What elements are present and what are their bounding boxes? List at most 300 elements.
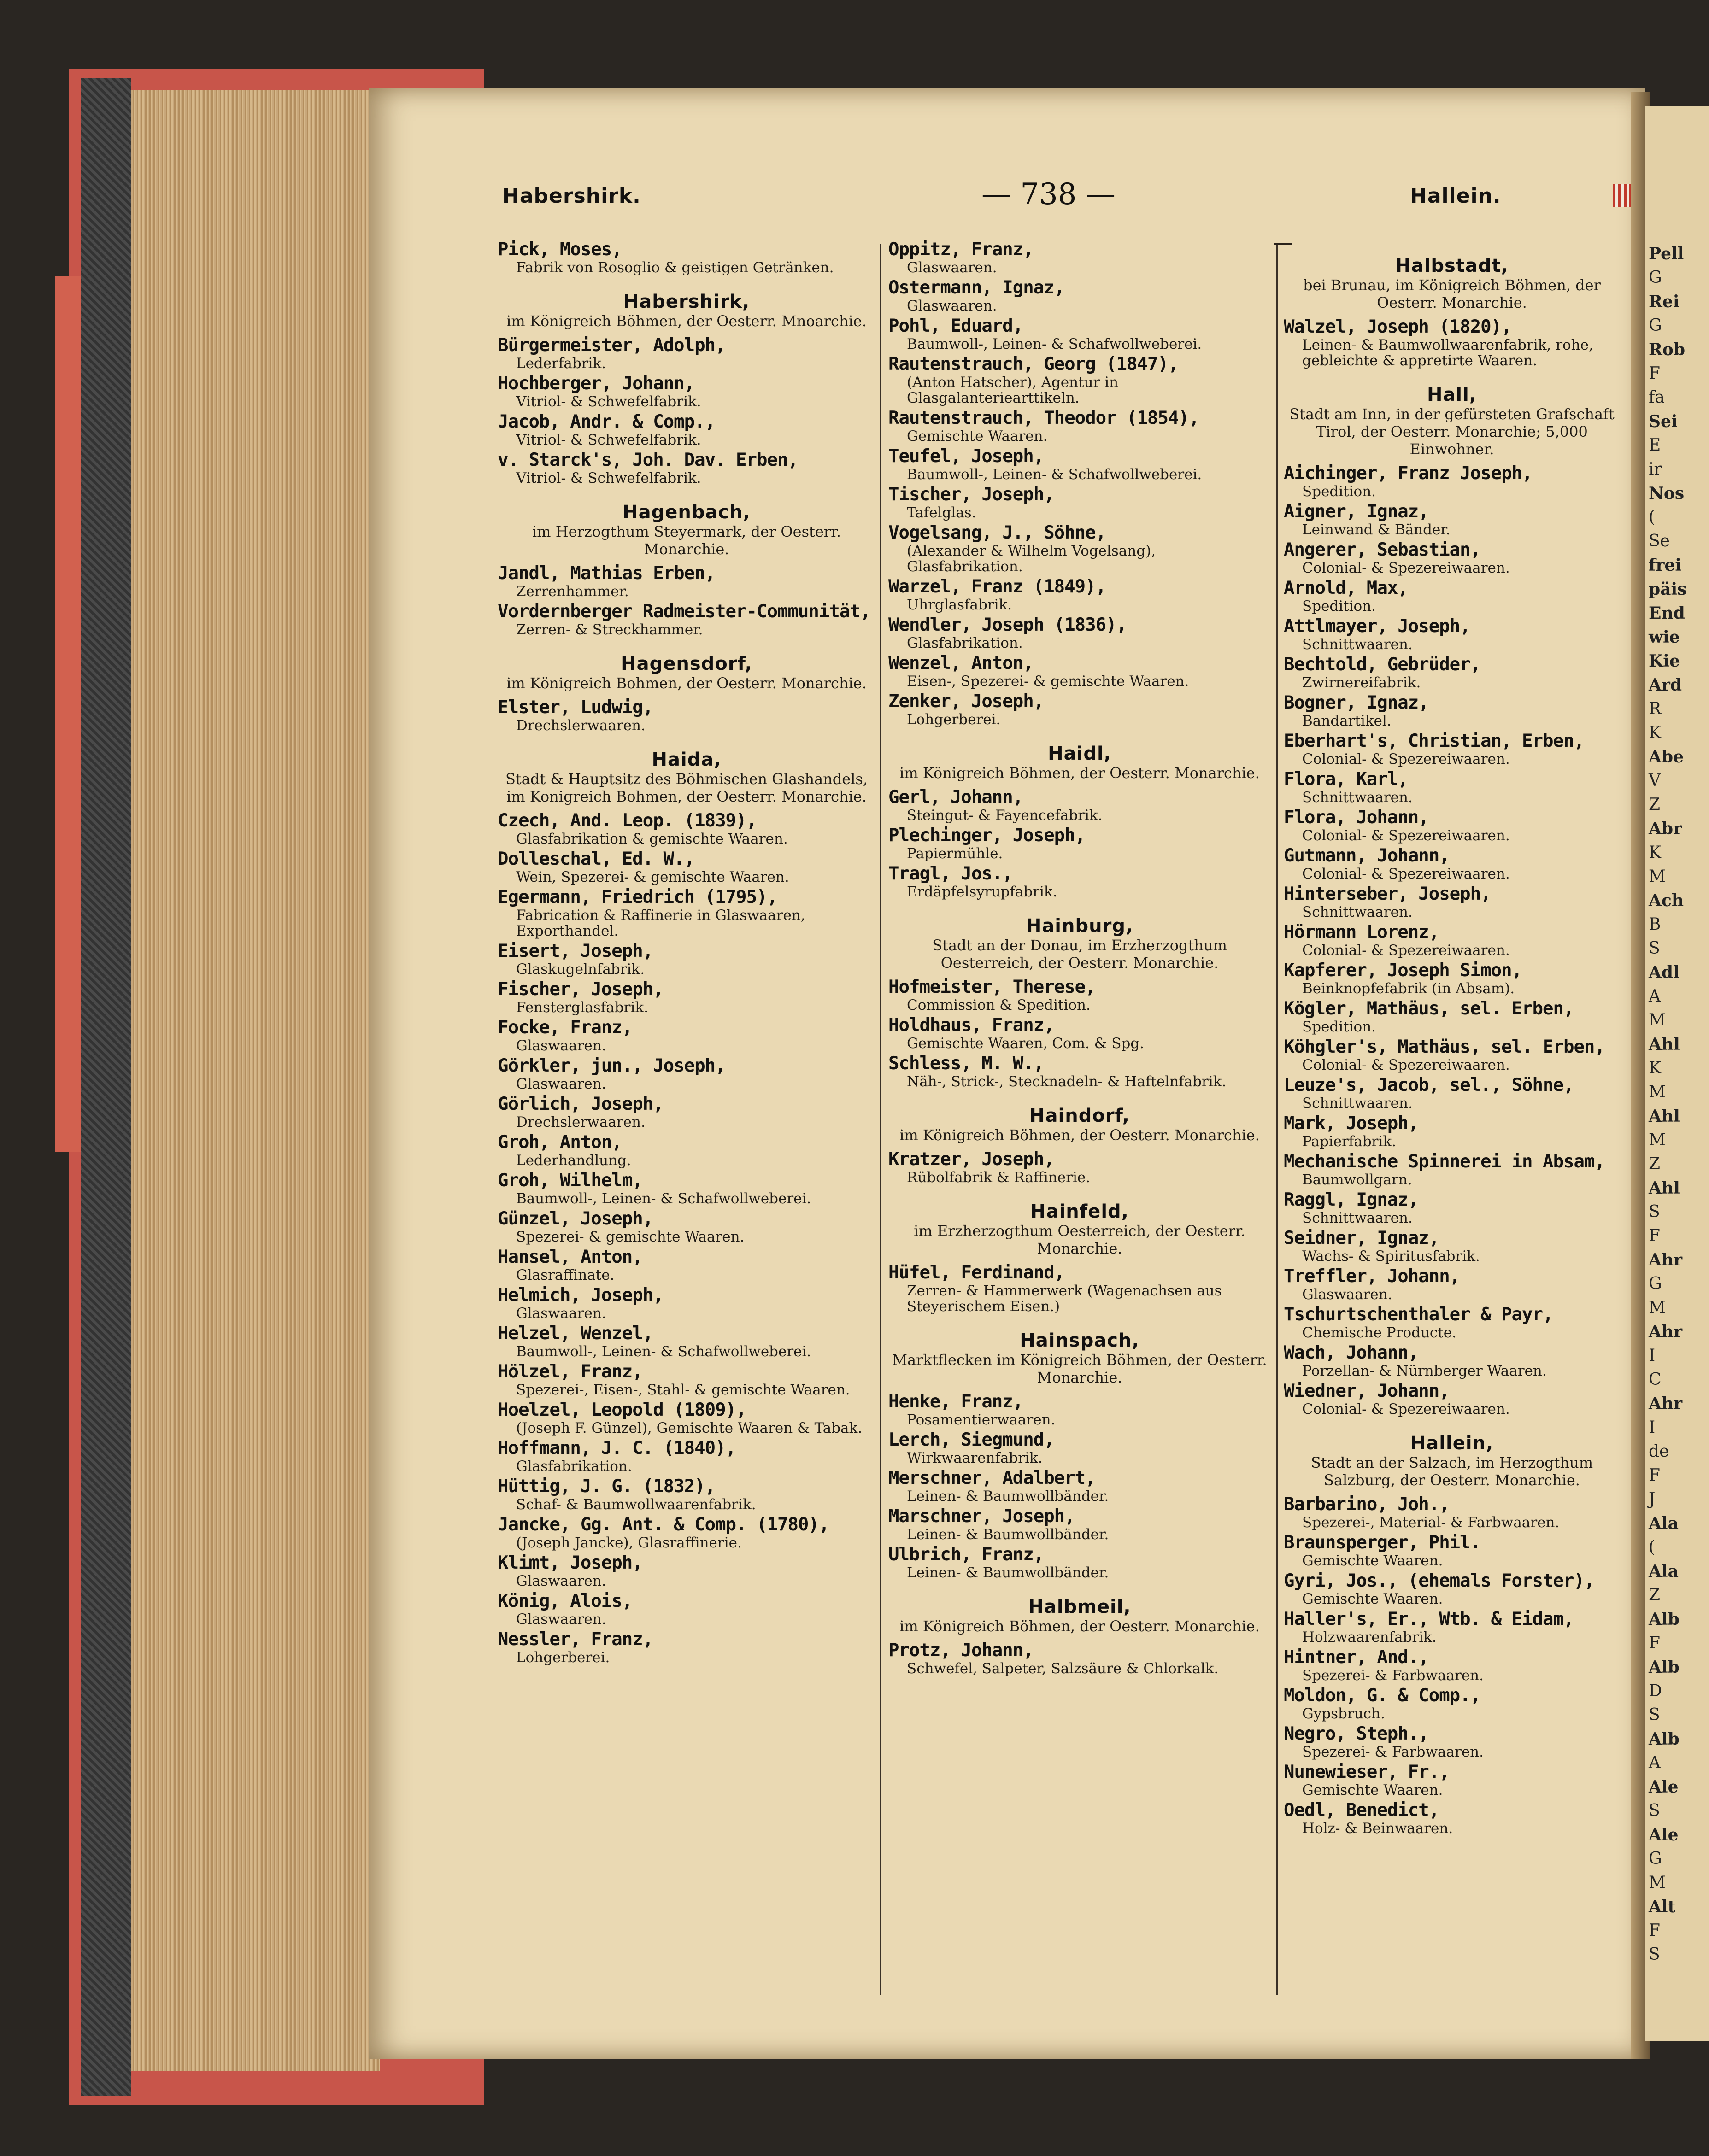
place-name: Haidl, <box>1048 743 1111 764</box>
place-description: im Herzogthum Steyermark, der Oesterr. Monarchie. <box>532 523 841 558</box>
entry-name: Merschner, Adalbert, <box>888 1468 1096 1488</box>
entry-name: v. Starck's, Joh. Dav. Erben, <box>498 450 798 470</box>
directory-entry <box>888 240 1271 275</box>
entry-name: Köhgler's, Mathäus, sel. Erben, <box>1284 1037 1605 1057</box>
directory-entry <box>1284 502 1620 538</box>
entry-name: Schless, M. W., <box>888 1053 1044 1074</box>
directory-entry <box>888 408 1271 444</box>
entry-detail: Lohgerberei. <box>907 711 1001 728</box>
directory-entry <box>498 1362 875 1398</box>
entry-detail: Glaswaaren. <box>516 1611 606 1628</box>
entry-name: Elster, Ludwig, <box>498 697 653 718</box>
directory-entry <box>888 1468 1271 1504</box>
entry-name: Eisert, Joseph, <box>498 941 653 961</box>
entry-name: Vogelsang, J., Söhne, <box>888 522 1106 543</box>
place-description: im Königreich Böhmen, der Oesterr. Mnoarchie. <box>506 312 867 330</box>
entry-detail: Fensterglasfabrik. <box>516 999 648 1016</box>
entry-name: Wendler, Joseph (1836), <box>888 615 1127 635</box>
next-page-fragment: A <box>1649 1753 1661 1772</box>
directory-entry <box>498 1591 875 1627</box>
next-page-fragment: de <box>1649 1442 1669 1461</box>
entry-name: Jandl, Mathias Erben, <box>498 563 716 584</box>
next-page-fragment: End <box>1649 603 1685 623</box>
place-name: Habershirk, <box>623 291 750 312</box>
entry-detail: Glaswaaren. <box>516 1305 606 1322</box>
next-page-fragment: frei <box>1649 556 1682 575</box>
directory-entry <box>498 1285 875 1321</box>
place-description: Stadt am Inn, in der gefürsteten Grafschaft Tirol, der Oesterr. Monarchie; 5,000 Einwohner. <box>1289 405 1615 458</box>
next-page-fragment: F <box>1649 1226 1660 1245</box>
directory-entry <box>888 977 1271 1013</box>
left-running-header: Habershirk. <box>502 184 641 208</box>
entry-name: Jancke, Gg. Ant. & Comp. (1780), <box>498 1514 829 1535</box>
page-number: — 738 — <box>981 177 1116 211</box>
directory-entry <box>498 1553 875 1589</box>
place-name: Halbstadt, <box>1395 255 1509 276</box>
entry-detail: Glasfabrikation. <box>907 635 1023 651</box>
place-section <box>498 502 875 558</box>
right-running-header: Hallein. <box>1410 184 1501 208</box>
entry-detail: Baumwoll-, Leinen- & Schafwollweberei. <box>516 1190 811 1207</box>
next-page-fragment: Ale <box>1649 1777 1679 1797</box>
directory-entry <box>498 1132 875 1168</box>
entry-name: Bechtold, Gebrüder, <box>1284 654 1481 675</box>
directory-entry <box>498 979 875 1015</box>
next-page-fragment: Nos <box>1649 484 1685 503</box>
directory-entry <box>1284 616 1620 652</box>
entry-detail: Glaswaaren. <box>1302 1286 1392 1303</box>
entry-name: Kapferer, Joseph Simon, <box>1284 960 1522 981</box>
entry-name: Groh, Anton, <box>498 1132 622 1153</box>
directory-entry <box>498 412 875 448</box>
entry-name: Plechinger, Joseph, <box>888 825 1086 846</box>
place-section <box>1284 384 1620 458</box>
entry-detail: Leinen- & Baumwollbänder. <box>907 1526 1109 1543</box>
entry-detail: Spezerei-, Eisen-, Stahl- & gemischte Waaren. <box>516 1382 850 1398</box>
entry-name: Warzel, Franz (1849), <box>888 576 1106 597</box>
directory-entry <box>888 787 1271 823</box>
directory-entry <box>888 691 1271 727</box>
next-page-fragment: G <box>1649 316 1662 335</box>
entry-detail: Beinknopfefabrik (in Absam). <box>1302 980 1515 997</box>
entry-detail: Vitriol- & Schwefelfabrik. <box>516 470 701 486</box>
next-page-fragment: Se <box>1649 532 1670 551</box>
entry-name: Rautenstrauch, Georg (1847), <box>888 354 1179 375</box>
next-page-fragment: ( <box>1649 1538 1656 1557</box>
entry-detail: Baumwoll-, Leinen- & Schafwollweberei. <box>907 336 1202 352</box>
directory-entry <box>1284 1724 1620 1760</box>
entry-name: Kratzer, Joseph, <box>888 1149 1054 1170</box>
directory-entry <box>888 1506 1271 1542</box>
entry-name: Zenker, Joseph, <box>888 691 1044 712</box>
entry-detail: Gemischte Waaren. <box>907 428 1048 445</box>
directory-entry <box>1284 1800 1620 1836</box>
entry-detail: Papierfabrik. <box>1302 1133 1397 1150</box>
entry-name: Helzel, Wenzel, <box>498 1323 653 1344</box>
next-page-fragment: Ahr <box>1649 1394 1683 1413</box>
directory-entry <box>1284 999 1620 1035</box>
next-page-fragment: G <box>1649 1274 1662 1293</box>
column-2 <box>888 240 1271 1679</box>
directory-entry <box>498 240 875 275</box>
entry-detail: Glaswaaren. <box>907 298 997 314</box>
next-page-fragment: I <box>1649 1346 1656 1365</box>
place-section <box>498 749 875 805</box>
entry-name: Treffler, Johann, <box>1284 1266 1460 1287</box>
next-page-fragment: Abe <box>1649 747 1684 767</box>
next-page-fragment: K <box>1649 723 1661 742</box>
next-page-fragment: Sei <box>1649 412 1678 431</box>
directory-entry <box>498 1515 875 1551</box>
directory-entry <box>888 864 1271 900</box>
next-page-fragment: Ala <box>1649 1562 1679 1581</box>
next-page-fragment: F <box>1649 1921 1660 1940</box>
entry-name: Moldon, G. & Comp., <box>1284 1685 1481 1706</box>
entry-detail: Fabrication & Raffinerie in Glaswaaren, Exporthandel. <box>516 907 805 939</box>
entry-name: Hüfel, Ferdinand, <box>888 1262 1065 1283</box>
directory-entry <box>1284 1533 1620 1569</box>
entry-detail: (Alexander & Wilhelm Vogelsang), Glasfabrikation. <box>907 543 1156 575</box>
entry-name: Tischer, Joseph, <box>888 484 1054 505</box>
entry-detail: Näh-, Strick-, Stecknadeln- & Haftelnfabrik. <box>907 1073 1227 1090</box>
place-name: Hall, <box>1427 384 1477 405</box>
entry-name: Henke, Franz, <box>888 1391 1023 1412</box>
next-page-fragment: ir <box>1649 460 1662 479</box>
entry-detail: Colonial- & Spezereiwaaren. <box>1302 560 1510 576</box>
directory-entry <box>498 1094 875 1130</box>
entry-detail: Uhrglasfabrik. <box>907 597 1012 613</box>
directory-entry <box>888 278 1271 314</box>
place-section <box>888 743 1271 782</box>
entry-name: Leuze's, Jacob, sel., Söhne, <box>1284 1075 1574 1096</box>
entry-detail: Schnittwaaren. <box>1302 789 1413 806</box>
entry-detail: Posamentierwaaren. <box>907 1412 1056 1428</box>
next-page-fragment: J <box>1649 1490 1656 1509</box>
next-page-fragment: Abr <box>1649 819 1682 838</box>
entry-name: Görlich, Joseph, <box>498 1094 664 1114</box>
entry-detail: Glasraffinate. <box>516 1267 615 1283</box>
next-page-fragment: Ahl <box>1649 1035 1680 1054</box>
next-page-fragment: wie <box>1649 627 1680 647</box>
entry-detail: Baumwoll-, Leinen- & Schafwollweberei. <box>907 466 1202 483</box>
entry-detail: Baumwollgarn. <box>1302 1172 1412 1188</box>
directory-entry <box>1284 693 1620 729</box>
directory-entry <box>888 615 1271 651</box>
place-description: im Königreich Böhmen, der Oesterr. Monarchie. <box>899 1617 1260 1635</box>
entry-detail: Baumwoll-, Leinen- & Schafwollweberei. <box>516 1343 811 1360</box>
entry-name: Holdhaus, Franz, <box>888 1015 1054 1036</box>
next-page-fragment: S <box>1649 1801 1660 1820</box>
entry-name: Nunewieser, Fr., <box>1284 1762 1450 1782</box>
directory-entry <box>888 1640 1271 1676</box>
next-page-fragment: F <box>1649 1634 1660 1652</box>
entry-detail: Lederhandlung. <box>516 1152 631 1169</box>
entry-detail: Schnittwaaren. <box>1302 904 1413 920</box>
directory-entry <box>1284 1228 1620 1264</box>
entry-detail: Vitriol- & Schwefelfabrik. <box>516 432 701 448</box>
entry-name: Pohl, Eduard, <box>888 316 1023 336</box>
entry-name: Tragl, Jos., <box>888 863 1013 884</box>
entry-name: Klimt, Joseph, <box>498 1553 643 1573</box>
entry-detail: Spedition. <box>1302 483 1376 500</box>
directory-entry <box>888 354 1271 406</box>
directory-entry <box>1284 578 1620 614</box>
directory-entry <box>1284 1609 1620 1645</box>
entry-detail: Gemischte Waaren. <box>1302 1553 1443 1569</box>
book-page <box>369 88 1645 2059</box>
directory-entry <box>1284 655 1620 691</box>
entry-detail: Spedition. <box>1302 598 1376 615</box>
entry-detail: Gemischte Waaren. <box>1302 1782 1443 1799</box>
entry-name: Bürgermeister, Adolph, <box>498 335 726 356</box>
place-section <box>1284 1433 1620 1489</box>
directory-entry <box>1284 731 1620 767</box>
entry-detail: Chemische Producte. <box>1302 1324 1456 1341</box>
entry-name: Focke, Franz, <box>498 1017 633 1038</box>
directory-entry <box>1284 540 1620 576</box>
next-page-fragment: I <box>1649 1418 1656 1437</box>
next-page-fragment: Rei <box>1649 292 1680 311</box>
entry-name: Tschurtschenthaler & Payr, <box>1284 1304 1553 1325</box>
place-section <box>888 1330 1271 1386</box>
directory-entry <box>1284 1571 1620 1607</box>
entry-detail: Glaswaaren. <box>516 1573 606 1589</box>
next-page-fragment: F <box>1649 364 1660 383</box>
next-page-fragment: Alt <box>1649 1897 1676 1916</box>
entry-name: Vordernberger Radmeister-Communität, <box>498 601 871 622</box>
entry-detail: Glasfabrikation. <box>516 1458 632 1475</box>
entry-detail: Drechslerwaaren. <box>516 717 646 734</box>
entry-name: Protz, Johann, <box>888 1640 1034 1661</box>
entry-name: Braunsperger, Phil. <box>1284 1532 1481 1553</box>
entry-detail: Gemischte Waaren, Com. & Spg. <box>907 1035 1144 1052</box>
entry-detail: Spezerei- & gemischte Waaren. <box>516 1229 745 1245</box>
directory-entry <box>888 577 1271 613</box>
entry-name: Hintner, And., <box>1284 1647 1429 1668</box>
next-page-fragment: C <box>1649 1370 1662 1389</box>
entry-name: Hansel, Anton, <box>498 1247 643 1267</box>
entry-name: Görkler, jun., Joseph, <box>498 1055 726 1076</box>
directory-entry <box>1284 1762 1620 1798</box>
entry-detail: Holzwaarenfabrik. <box>1302 1629 1437 1646</box>
entry-name: Hofmeister, Therese, <box>888 977 1096 997</box>
directory-entry <box>498 849 875 885</box>
directory-entry <box>498 1324 875 1359</box>
directory-entry <box>498 1629 875 1665</box>
entry-name: Flora, Johann, <box>1284 807 1429 828</box>
next-page-fragment: B <box>1649 915 1661 934</box>
next-page-fragment: K <box>1649 1059 1661 1078</box>
place-name: Hallein, <box>1410 1433 1494 1454</box>
entry-detail: Zerren- & Hammerwerk (Wagenachsen aus Steyerischem Eisen.) <box>907 1283 1222 1315</box>
next-page-fragment: D <box>1649 1681 1662 1700</box>
entry-detail: Lohgerberei. <box>516 1649 610 1666</box>
directory-entry <box>888 1149 1271 1185</box>
entry-name: Mark, Joseph, <box>1284 1113 1419 1134</box>
place-section <box>888 1201 1271 1257</box>
entry-detail: Colonial- & Spezereiwaaren. <box>1302 751 1510 767</box>
entry-detail: Drechslerwaaren. <box>516 1114 646 1131</box>
next-page-fragment: S <box>1649 1202 1660 1221</box>
entry-name: Flora, Karl, <box>1284 769 1408 790</box>
next-page-fragment: M <box>1649 1298 1666 1317</box>
directory-entry <box>1284 1494 1620 1530</box>
directory-entry <box>1284 846 1620 882</box>
directory-entry <box>1284 463 1620 499</box>
directory-entry <box>498 1056 875 1092</box>
directory-entry <box>498 602 875 638</box>
entry-detail: Colonial- & Spezereiwaaren. <box>1302 942 1510 959</box>
entry-detail: Papiermühle. <box>907 845 1003 862</box>
entry-detail: Schaf- & Baumwollwaarenfabrik. <box>516 1496 756 1513</box>
next-page-fragment: Ard <box>1649 675 1682 695</box>
entry-detail: Schwefel, Salpeter, Salzsäure & Chlorkalk. <box>907 1660 1219 1677</box>
entry-name: Aigner, Ignaz, <box>1284 501 1429 522</box>
entry-name: Oedl, Benedict, <box>1284 1800 1439 1821</box>
entry-name: Mechanische Spinnerei in Absam, <box>1284 1151 1605 1172</box>
directory-entry <box>888 485 1271 521</box>
entry-name: Wach, Johann, <box>1284 1342 1419 1363</box>
directory-entry <box>888 653 1271 689</box>
entry-detail: Zwirnereifabrik. <box>1302 674 1421 691</box>
place-name: Haindorf, <box>1029 1105 1130 1126</box>
next-page-fragment: Z <box>1649 795 1661 814</box>
entry-detail: Glaswaaren. <box>516 1076 606 1092</box>
place-description: im Königreich Bohmen, der Oesterr. Monarchie. <box>506 674 867 692</box>
directory-entry <box>498 374 875 410</box>
entry-detail: Colonial- & Spezereiwaaren. <box>1302 1057 1510 1073</box>
directory-entry <box>1284 922 1620 958</box>
place-description: Stadt an der Donau, im Erzherzogthum Oesterreich, der Oesterr. Monarchie. <box>932 937 1227 972</box>
next-page-fragment: Rob <box>1649 340 1686 359</box>
directory-entry <box>1284 1381 1620 1417</box>
directory-entry <box>1284 769 1620 805</box>
directory-entry <box>1284 1037 1620 1073</box>
directory-entry <box>888 826 1271 861</box>
entry-name: Hölzel, Franz, <box>498 1361 643 1382</box>
column-1 <box>498 240 875 1668</box>
place-name: Halbmeil, <box>1028 1596 1131 1617</box>
next-page-fragment: Ahr <box>1649 1322 1683 1342</box>
entry-name: Lerch, Siegmund, <box>888 1430 1054 1450</box>
next-page-sliver <box>1645 106 1709 2041</box>
next-page-fragment: A <box>1649 987 1661 1006</box>
entry-detail: Schnittwaaren. <box>1302 1095 1413 1112</box>
entry-detail: Leinen- & Baumwollbänder. <box>907 1564 1109 1581</box>
entry-detail: Schnittwaaren. <box>1302 636 1413 653</box>
directory-entry <box>888 316 1271 352</box>
entry-name: Günzel, Joseph, <box>498 1208 653 1229</box>
next-page-fragment: E <box>1649 436 1661 455</box>
directory-entry <box>1284 1305 1620 1341</box>
place-name: Hagensdorf, <box>621 653 752 674</box>
entry-name: König, Alois, <box>498 1591 633 1611</box>
directory-entry <box>1284 1152 1620 1188</box>
entry-name: Gutmann, Johann, <box>1284 845 1450 866</box>
directory-entry <box>888 1054 1271 1090</box>
next-page-fragment: Ahl <box>1649 1178 1680 1198</box>
next-page-fragment: G <box>1649 1849 1662 1868</box>
next-page-fragment: Adl <box>1649 963 1680 982</box>
next-page-fragment: S <box>1649 1945 1660 1964</box>
entry-name: Teufel, Joseph, <box>888 446 1044 467</box>
place-description: im Königreich Böhmen, der Oesterr. Monarchie. <box>899 1126 1260 1144</box>
place-description: im Königreich Böhmen, der Oesterr. Monarchie. <box>899 764 1260 782</box>
next-page-fragment: Pell <box>1649 244 1684 264</box>
directory-entry <box>888 446 1271 482</box>
next-page-fragment: V <box>1649 771 1661 790</box>
entry-detail: (Joseph Jancke), Glasraffinerie. <box>516 1535 742 1551</box>
entry-name: Jacob, Andr. & Comp., <box>498 411 716 432</box>
entry-name: Haller's, Er., Wtb. & Eidam, <box>1284 1609 1574 1629</box>
place-description: Stadt & Hauptsitz des Böhmischen Glashandels, im Konigreich Bohmen, der Oesterr. Monarchie. <box>505 770 868 805</box>
directory-entry <box>1284 961 1620 996</box>
next-page-fragment: M <box>1649 1131 1666 1149</box>
entry-detail: Wachs- & Spiritusfabrik. <box>1302 1248 1480 1265</box>
next-page-fragment: Alb <box>1649 1729 1680 1749</box>
entry-name: Czech, And. Leop. (1839), <box>498 810 757 831</box>
directory-entry <box>888 1545 1271 1581</box>
directory-entry <box>498 1171 875 1207</box>
entry-detail: Gemischte Waaren. <box>1302 1591 1443 1607</box>
directory-entry <box>1284 884 1620 920</box>
entry-name: Hüttig, J. G. (1832), <box>498 1476 716 1497</box>
entry-name: Groh, Wilhelm, <box>498 1170 643 1191</box>
next-page-fragment: Alb <box>1649 1610 1680 1629</box>
place-description: im Erzherzogthum Oesterreich, der Oesterr. Monarchie. <box>914 1222 1245 1257</box>
entry-detail: (Joseph F. Günzel), Gemischte Waaren & Tabak. <box>516 1420 863 1436</box>
book-spine <box>81 78 131 2096</box>
entry-detail: Holz- & Beinwaaren. <box>1302 1820 1453 1837</box>
entry-name: Ostermann, Ignaz, <box>888 277 1065 298</box>
entry-detail: Colonial- & Spezereiwaaren. <box>1302 866 1510 882</box>
next-page-fragment: R <box>1649 699 1662 718</box>
entry-detail: Commission & Spedition. <box>907 997 1091 1014</box>
directory-entry <box>498 941 875 977</box>
directory-entry <box>1284 1266 1620 1302</box>
directory-entry <box>888 1263 1271 1314</box>
place-name: Hainspach, <box>1020 1330 1139 1351</box>
directory-entry <box>1284 1647 1620 1683</box>
entry-detail: Schnittwaaren. <box>1302 1210 1413 1226</box>
next-page-fragment: M <box>1649 1011 1666 1030</box>
entry-name: Dolleschal, Ed. W., <box>498 849 695 869</box>
entry-name: Marschner, Joseph, <box>888 1506 1075 1527</box>
directory-entry <box>1284 1343 1620 1379</box>
entry-name: Gerl, Johann, <box>888 787 1023 808</box>
next-page-fragment: M <box>1649 1083 1666 1101</box>
place-section <box>498 291 875 330</box>
entry-name: Negro, Steph., <box>1284 1723 1429 1744</box>
entry-detail: Glasfabrikation & gemischte Waaren. <box>516 831 788 847</box>
directory-entry <box>498 1476 875 1512</box>
directory-entry <box>498 1438 875 1474</box>
entry-detail: Spezerei- & Farbwaaren. <box>1302 1744 1484 1760</box>
entry-detail: Spezerei- & Farbwaaren. <box>1302 1667 1484 1684</box>
entry-name: Gyri, Jos., (ehemals Forster), <box>1284 1570 1595 1591</box>
place-section <box>888 1596 1271 1635</box>
place-section <box>888 915 1271 972</box>
next-page-fragment: F <box>1649 1466 1660 1485</box>
entry-detail: Zerrenhammer. <box>516 583 629 600</box>
entry-name: Wenzel, Anton, <box>888 653 1034 674</box>
next-page-fragment: Ahr <box>1649 1250 1683 1270</box>
entry-detail: Wirkwaarenfabrik. <box>907 1450 1043 1466</box>
place-name: Hainburg, <box>1026 915 1133 937</box>
entry-name: Ulbrich, Franz, <box>888 1544 1044 1565</box>
directory-entry <box>888 1015 1271 1051</box>
entry-name: Fischer, Joseph, <box>498 979 664 1000</box>
